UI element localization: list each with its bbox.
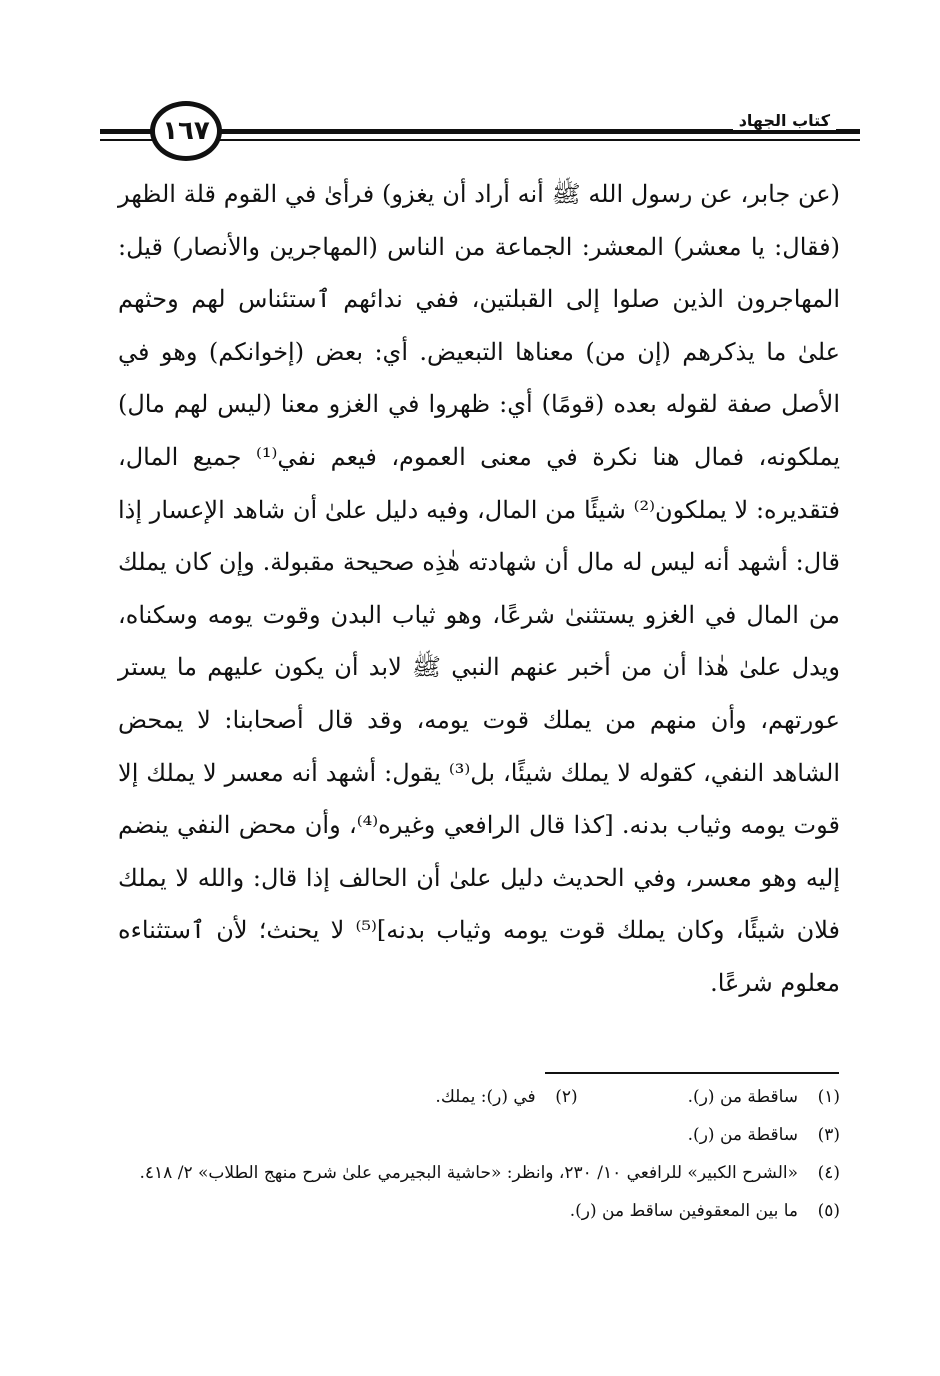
footnote-row [118,1120,840,1150]
footnote-number: (١) [817,1087,840,1107]
footnote-text: «الشرح الكبير» للرافعي ١٠/ ٢٣٠، وانظر: «حاشية البجيرمي علىٰ شرح منهج الطلاب» ٢/ ٤١٨. [139,1163,798,1183]
page-number: ١٦٧ [150,101,222,161]
chapter-title: كتاب الجهاد [733,111,836,130]
footnote-1 [688,1082,840,1112]
footnote-separator [545,1072,839,1074]
footnote-number: (٥) [817,1201,840,1221]
page-header [100,95,860,175]
main-text [118,168,840,1010]
footnote-5 [570,1196,840,1226]
footnote-row [118,1082,840,1112]
footnote-number: (٤) [817,1163,840,1183]
footnote-text: ساقطة من (ر). [687,1087,798,1107]
footnote-text: ما بين المعقوفين ساقط من (ر). [569,1201,798,1221]
footnote-3 [688,1120,840,1150]
footnote-row [118,1158,840,1188]
body-paragraph: (عن جابر، عن رسول الله ﷺ أنه أراد أن يغزو) فرأىٰ في القوم قلة الظهر (فقال: يا معشر) المعشر: الجماعة من الناس (المهاجرين والأنصار) قيل: المهاجرون الذين صلوا إلى القبلتين، ففي ندائهم ٱستئناس لهم وحثهم علىٰ ما يذكرهم (إن من) معناها التبعيض. أي: بعض (إخوانكم) وهو في الأصل صفة لقوله بعده (قومًا) أي: ظهروا في الغزو معنا (ليس لهم مال) يملكونه، فمال هنا نكرة في معنى العموم، فيعم نفي⁽¹⁾ جميع المال، فتقديره: لا يملكون⁽²⁾ شيئًا من المال، وفيه دليل علىٰ أن شاهد الإعسار إذا قال: أشهد أنه ليس له مال أن شهادته هٰذِه صحيحة مقبولة. وإن كان يملك من المال في الغزو يستثنىٰ شرعًا، وهو ثياب البدن وقوت يومه وسكناه، ويدل علىٰ هٰذا أن من أخبر عنهم النبي ﷺ لابد أن يكون عليهم ما يستر عورتهم، وأن منهم من يملك قوت يومه، وقد قال أصحابنا: لا يمحض الشاهد النفي، كقوله لا يملك شيئًا، بل⁽³⁾ يقول: أشهد أنه معسر لا يملك إلا قوت يومه وثياب بدنه. [كذا قال الرافعي وغيره⁽⁴⁾، وأن محض النفي ينضم إليه وهو معسر، وفي الحديث دليل علىٰ أن الحالف إذا قال: والله لا يملك فلان شيئًا، وكان يملك قوت يومه وثياب بدنه]⁽⁵⁾ لا يحنث؛ لأن ٱستثناءه معلوم شرعًا. [118,180,841,997]
footnote-text: ساقطة من (ر). [687,1125,798,1145]
footnote-number: (٣) [817,1125,840,1145]
footnotes [118,1082,840,1234]
footnote-row [118,1196,840,1226]
footnote-text: في (ر): يملك. [435,1087,536,1107]
footnote-number: (٢) [555,1087,578,1107]
footnote-4 [118,1158,840,1188]
footnote-2 [435,1082,577,1112]
